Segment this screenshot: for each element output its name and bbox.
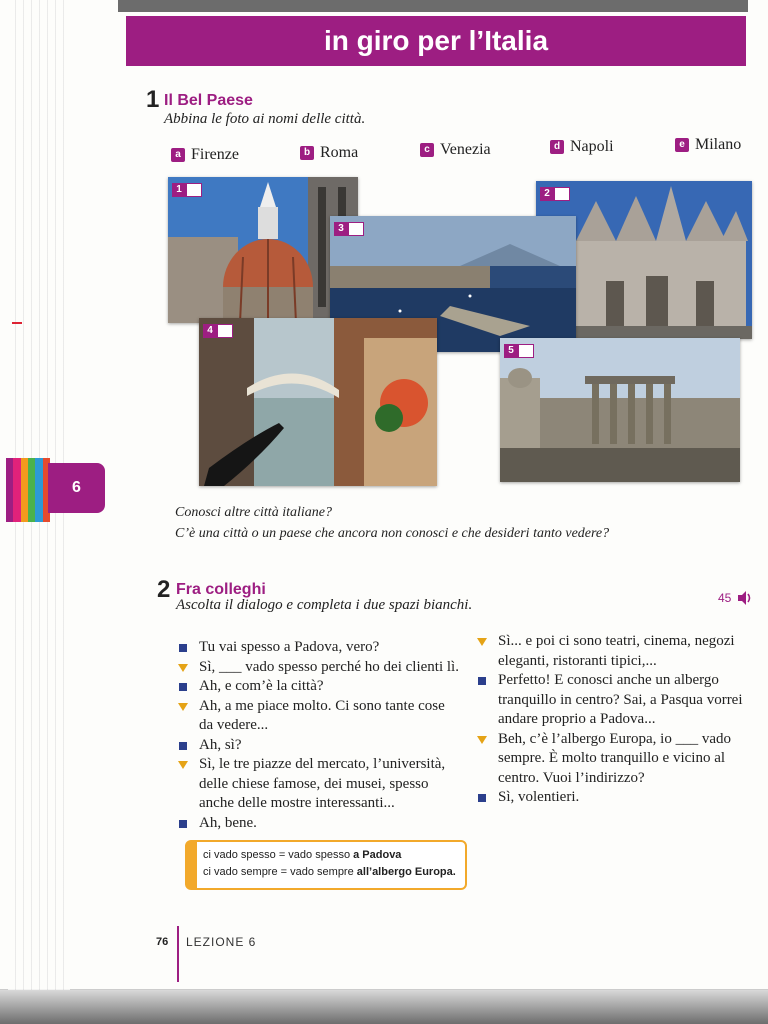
- option-label: Roma: [320, 144, 359, 161]
- option-letter: c: [420, 143, 434, 157]
- photo-number-tag: [504, 344, 534, 358]
- speaker-a-marker: [478, 794, 486, 802]
- note-emphasis: all’albergo Europa.: [356, 866, 456, 878]
- dialogue-line: andare proprio a Padova...: [498, 711, 656, 727]
- answer-box[interactable]: [554, 187, 570, 201]
- dialogue-turn: [177, 658, 477, 678]
- speaker-b-marker: [477, 638, 487, 646]
- answer-box[interactable]: [186, 183, 202, 197]
- dialogue-turn: [177, 736, 477, 756]
- dialogue-turn: [177, 677, 477, 697]
- margin-mark: [12, 322, 22, 324]
- dialogue-line: Perfetto! E conosci anche un albergo: [498, 672, 719, 688]
- speaker-a-marker: [478, 677, 486, 685]
- question-line: Conosci altre città italiane?: [175, 505, 332, 520]
- exercise-1-title: Il Bel Paese: [164, 92, 253, 109]
- speaker-icon: [736, 591, 752, 605]
- chapter-number: 6: [72, 479, 81, 496]
- speaker-b-marker: [178, 703, 188, 711]
- photo-number: 1: [172, 183, 186, 197]
- option-e: [675, 136, 741, 154]
- option-label: Milano: [695, 136, 742, 153]
- exercise-1-instruction: Abbina le foto ai nomi delle città.: [164, 111, 366, 127]
- option-label: Venezia: [440, 141, 491, 158]
- top-edge: [118, 0, 748, 12]
- photo-number: 5: [504, 344, 518, 358]
- answer-box[interactable]: [217, 324, 233, 338]
- dialogue-left-column: [177, 638, 477, 833]
- option-b: [300, 144, 358, 162]
- dialogue-line: da vedere...: [199, 717, 269, 733]
- option-c: [420, 141, 491, 159]
- exercise-1-number: 1: [146, 86, 160, 113]
- dialogue-line: sempre. È molto tranquillo e vicino al: [498, 750, 726, 766]
- grammar-note-box: [185, 840, 467, 890]
- page-number: 76: [156, 936, 169, 948]
- scan-background: [0, 990, 768, 1024]
- photo-number: 4: [203, 324, 217, 338]
- dialogue-line: Ah, e com’è la città?: [199, 678, 324, 694]
- exercise-2-title: Fra colleghi: [176, 581, 266, 598]
- dialogue-turn: [177, 638, 477, 658]
- dialogue-line: delle chiese famose, dei musei, spesso: [199, 775, 429, 792]
- audio-track[interactable]: [718, 591, 752, 605]
- speaker-b-marker: [178, 761, 188, 769]
- page-title: in giro per l’Italia: [323, 25, 549, 56]
- note-row: [203, 864, 456, 881]
- note-text: ci vado spesso = vado spesso: [203, 849, 354, 861]
- dialogue-line: Ah, sì?: [199, 736, 242, 753]
- lesson-label: LEZIONE 6: [186, 935, 257, 949]
- chapter-tab-stripes: [6, 458, 50, 522]
- option-letter: a: [171, 148, 185, 162]
- speaker-b-marker: [477, 736, 487, 744]
- photo-number-tag: [334, 222, 364, 236]
- dialogue-line: anche delle mostre interessanti...: [199, 795, 395, 811]
- photo-number-tag: [540, 187, 570, 201]
- dialogue-turn: [177, 755, 477, 814]
- dialogue-turn: [177, 697, 477, 736]
- option-d: [550, 138, 614, 156]
- note-text: ci vado sempre = vado sempre: [203, 866, 357, 878]
- dialogue-line: centro. Vuoi l’indirizzo?: [498, 769, 645, 786]
- photo-number-tag: [203, 324, 233, 338]
- footer-divider: [177, 926, 179, 982]
- dialogue-turn: [476, 671, 761, 730]
- question-line: C’è una città o un paese che ancora non conosci e che desideri tanto vedere?: [175, 526, 610, 541]
- option-a: [171, 146, 239, 164]
- exercise-2-instruction: Ascolta il dialogo e completa i due spazi bianchi.: [176, 597, 473, 613]
- dialogue-right-column: [476, 632, 761, 808]
- note-row: [203, 847, 456, 864]
- dialogue-turn: [476, 788, 761, 808]
- photo-venice-canal: [199, 318, 437, 486]
- photo-number-tag: [172, 183, 202, 197]
- speaker-a-marker: [179, 742, 187, 750]
- chapter-tab: [48, 463, 105, 513]
- dialogue-turn: [177, 814, 477, 834]
- option-label: Napoli: [570, 138, 614, 155]
- dialogue-turn: [476, 632, 761, 671]
- photo-roman-forum: [500, 338, 740, 482]
- dialogue-line: tranquillo in centro? Sai, a Pasqua vorrei: [498, 691, 743, 708]
- dialogue-line: Ah, a me piace molto. Ci sono tante cose: [199, 697, 445, 714]
- dialogue-line: Sì... e poi ci sono teatri, cinema, negozi: [498, 633, 735, 649]
- dialogue-line: eleganti, ristoranti tipici,...: [498, 652, 657, 669]
- option-letter: d: [550, 140, 564, 154]
- option-label: Firenze: [191, 146, 239, 163]
- discussion-questions: [175, 502, 609, 544]
- photo-number: 3: [334, 222, 348, 236]
- dialogue-line: Tu vai spesso a Padova, vero?: [199, 639, 380, 655]
- speaker-b-marker: [178, 664, 188, 672]
- speaker-a-marker: [179, 820, 187, 828]
- photo-number: 2: [540, 187, 554, 201]
- note-emphasis: a Padova: [353, 849, 402, 861]
- dialogue-line: Beh, c’è l’albergo Europa, io ___ vado: [498, 730, 731, 747]
- dialogue-line: Sì, le tre piazze del mercato, l’università,: [199, 756, 446, 772]
- option-letter: e: [675, 138, 689, 152]
- answer-box[interactable]: [518, 344, 534, 358]
- dialogue-line: Ah, bene.: [199, 814, 257, 831]
- exercise-2-number: 2: [157, 576, 171, 603]
- option-letter: b: [300, 146, 314, 160]
- page-title-band: [126, 16, 746, 66]
- speaker-a-marker: [179, 644, 187, 652]
- answer-box[interactable]: [348, 222, 364, 236]
- speaker-a-marker: [179, 683, 187, 691]
- dialogue-turn: [476, 730, 761, 789]
- dialogue-line: Sì, ___ vado spesso perché ho dei clienti lì.: [199, 658, 459, 675]
- audio-track-number: 45: [718, 591, 732, 605]
- dialogue-line: Sì, volentieri.: [498, 789, 580, 805]
